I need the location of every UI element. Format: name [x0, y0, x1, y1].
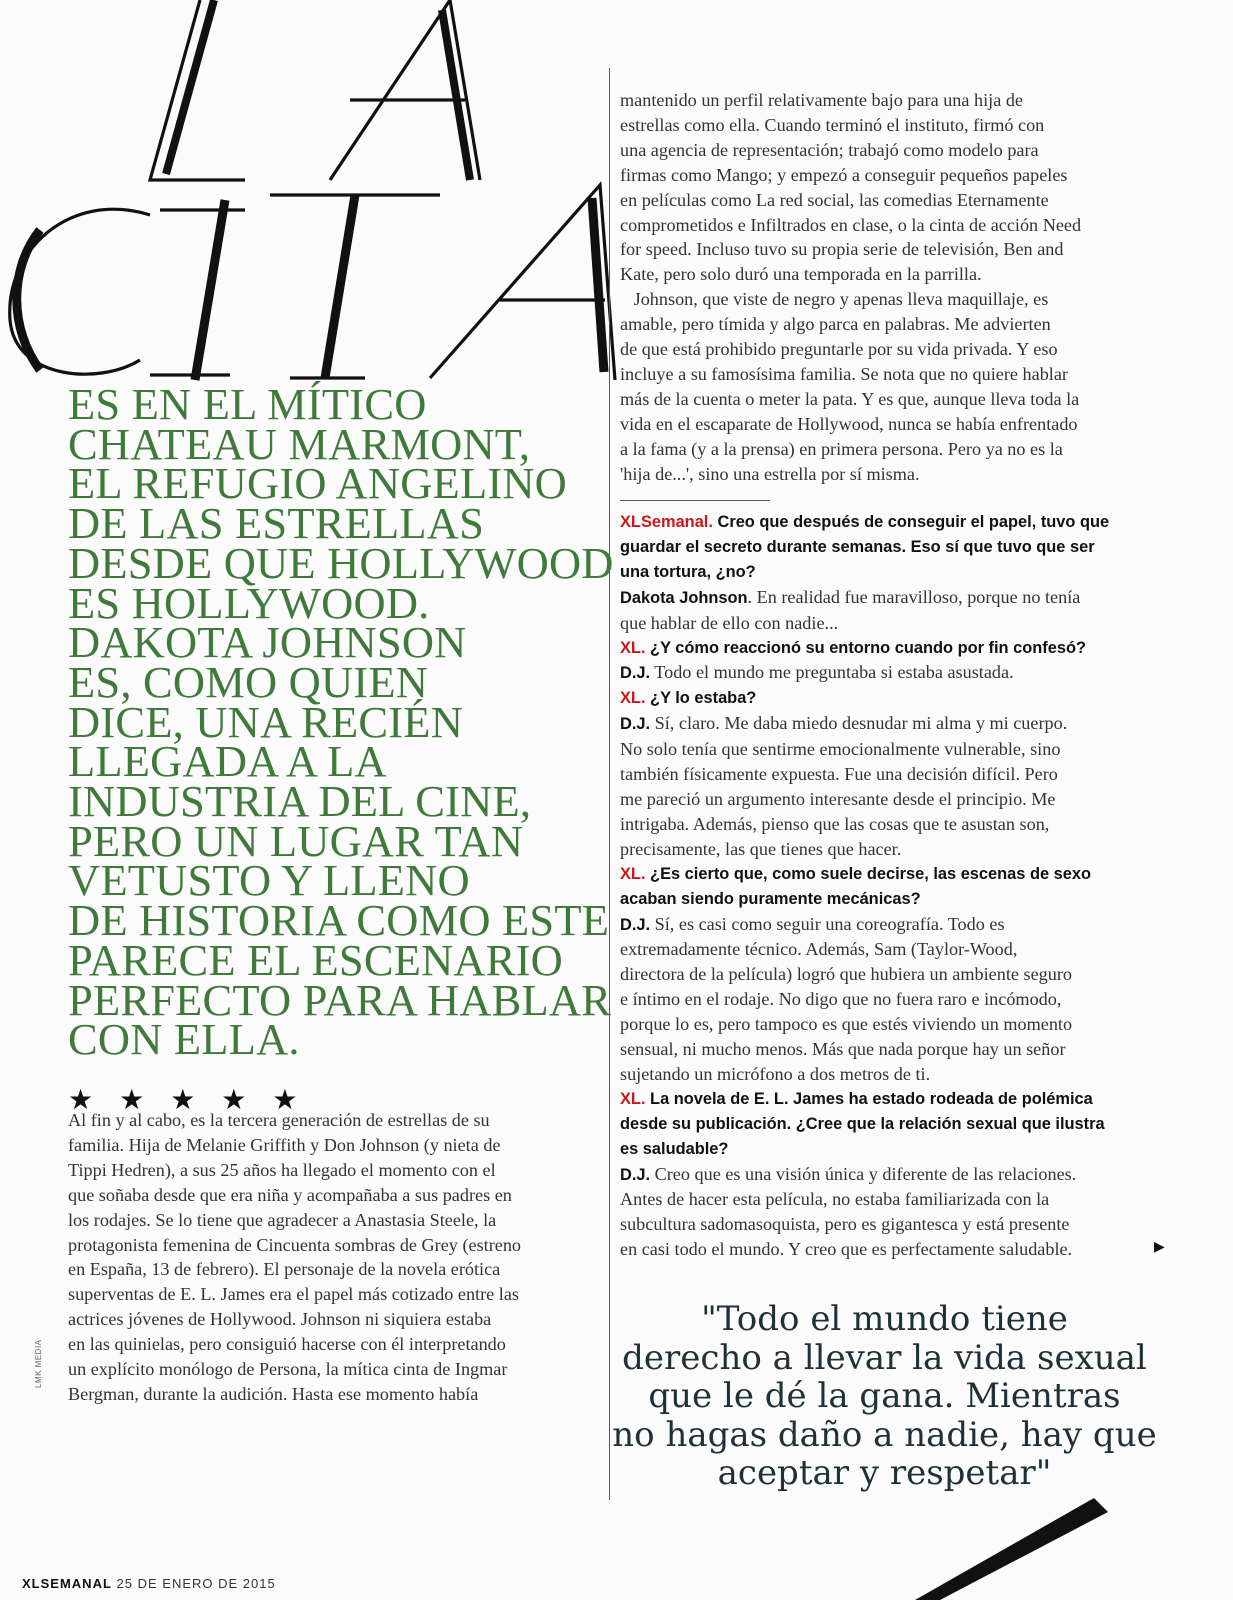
- answer-line: sensual, ni mucho menos. Más que nada porque hay un señor: [620, 1039, 1066, 1060]
- question-tag: XL.: [620, 1089, 646, 1108]
- answer-line: Antes de hacer esta película, no estaba familiarizada con la: [620, 1189, 1050, 1210]
- lede-line: ES, COMO QUIEN: [68, 656, 429, 707]
- body-text-left: [68, 1108, 608, 1407]
- question-line: una tortura, ¿no?: [620, 562, 756, 581]
- answer-line: intrigaba. Además, pienso que las cosas que te asustan son,: [620, 813, 1050, 834]
- answer-line: subcultura sadomasoquista, pero es gigantesca y está presente: [620, 1214, 1070, 1235]
- body-line: actrices jóvenes de Hollywood. Johnson ni siquiera estaba: [68, 1309, 492, 1330]
- answer-line: precisamente, las que tienes que hacer.: [620, 838, 902, 859]
- lede-line: PERFECTO PARA HABLAR: [68, 974, 612, 1025]
- answer-text: Creo que es una visión única y diferente de las relaciones.: [650, 1163, 1077, 1184]
- interview-qa: [620, 510, 1160, 1262]
- answer-speaker: D.J.: [620, 1165, 651, 1184]
- answer-speaker: D.J.: [620, 715, 651, 734]
- answer-speaker: D.J.: [620, 664, 651, 683]
- footer-date: 25 DE ENERO DE 2015: [116, 1576, 276, 1591]
- body-line: Tippi Hedren), a sus 25 años ha llegado el momento con el: [68, 1159, 496, 1180]
- question-text: La novela de E. L. James ha estado rodeada de polémica: [645, 1089, 1093, 1108]
- footer-brand-xl: XL: [22, 1576, 41, 1591]
- lede-line: PERO UN LUGAR TAN: [68, 815, 524, 866]
- lede-line: CHATEAU MARMONT,: [68, 418, 531, 469]
- body-line: en España, 13 de febrero). El personaje de la novela erótica: [68, 1259, 501, 1280]
- question-tag: XLSemanal.: [620, 513, 713, 531]
- body-line: que soñaba desde que era niña y acompañaba a sus padres en: [68, 1184, 512, 1205]
- lede-line: ES HOLLYWOOD.: [68, 577, 430, 628]
- answer: [620, 1162, 1160, 1188]
- body-line: mantenido un perfil relativamente bajo para una hija de: [620, 90, 1023, 110]
- body-line: vida en el escaparate de Hollywood, nunca se había enfrentado: [620, 413, 1078, 434]
- body-line: de que está prohibido preguntarle por su vida privada. Y eso: [620, 339, 1058, 360]
- answer-speaker: D.J.: [620, 915, 651, 934]
- question-text: Creo que después de conseguir el papel, tuvo que: [712, 513, 1110, 531]
- answer-text: Sí, claro. Me daba miedo desnudar mi alma y mi cuerpo.: [650, 713, 1068, 734]
- answer-line: porque lo es, pero tampoco es que estés viviendo un momento: [620, 1014, 1073, 1035]
- lede-line: EL REFUGIO ANGELINO: [68, 458, 568, 509]
- question: [620, 862, 1160, 887]
- answer-text: Todo el mundo me preguntaba si estaba asustada.: [650, 662, 1014, 683]
- answer-line: extremadamente técnico. Además, Sam (Taylor-Wood,: [620, 939, 1018, 960]
- body-line: for speed. Incluso tuvo su propia serie de televisión, Ben and: [620, 239, 1064, 260]
- page-footer: [22, 1576, 276, 1591]
- lede-line: CON ELLA.: [68, 1014, 300, 1065]
- body-line: Al fin y al cabo, es la tercera generación de estrellas de su: [68, 1110, 490, 1130]
- answer-line: e íntimo en el rodaje. No digo que no fuera raro e incómodo,: [620, 989, 1062, 1010]
- answer-speaker: Dakota Johnson: [620, 588, 748, 607]
- pull-quote-line: derecho a llevar la vida sexual: [622, 1337, 1147, 1378]
- lede-line: DE HISTORIA COMO ESTE: [68, 895, 610, 946]
- question: [620, 686, 1160, 711]
- body-line: amable, pero tímida y algo parca en palabras. Me advierten: [620, 314, 1051, 335]
- answer-line: sujetando un micrófono a dos metros de ti.: [620, 1063, 931, 1084]
- answer-text: . En realidad fue maravilloso, porque no tenía: [747, 586, 1081, 607]
- lede-line: DICE, UNA RECIÉN: [68, 696, 464, 747]
- question-text: ¿Y cómo reaccionó su entorno cuando por fin confesó?: [645, 638, 1086, 657]
- pull-quote: [612, 1300, 1157, 1493]
- pull-quote-line: que le dé la gana. Mientras: [648, 1376, 1121, 1416]
- body-line: una agencia de representación; trabajó como modelo para: [620, 139, 1039, 160]
- question-text: ¿Y lo estaba?: [645, 689, 757, 708]
- question-tag: XL.: [620, 689, 646, 708]
- lede-line: DE LAS ESTRELLAS: [68, 498, 485, 549]
- question: [620, 636, 1160, 661]
- lede: [68, 379, 614, 1065]
- body-line: Kate, pero solo duró una temporada en la parrilla.: [620, 264, 982, 285]
- body-line: 'hija de...', sino una estrella por sí misma.: [620, 463, 920, 484]
- body-line: Bergman, durante la audición. Hasta ese momento había: [68, 1383, 479, 1404]
- body-line: incluye a su famosísima familia. Se nota que no quiere hablar: [620, 363, 1068, 384]
- question: [620, 1087, 1160, 1112]
- body-line: firmas como Mango; y empezó a conseguir pequeños papeles: [620, 164, 1068, 185]
- answer: [620, 711, 1160, 737]
- body-line: Johnson, que viste de negro y apenas lleva maquillaje, es: [620, 289, 1049, 310]
- lede-line: INDUSTRIA DEL CINE,: [68, 776, 532, 827]
- pull-quote-line: aceptar y respetar": [717, 1453, 1052, 1493]
- answer-line: también físicamente expuesta. Fue una decisión difícil. Pero: [620, 764, 1058, 785]
- body-line: superventas de E. L. James era el papel más cotizado entre las: [68, 1284, 519, 1305]
- question-line: acaban siendo puramente mecánicas?: [620, 889, 921, 908]
- footer-brand: [22, 1576, 112, 1591]
- pull-quote-line: no hagas daño a nadie, hay que: [612, 1414, 1157, 1455]
- section-rule: [620, 500, 770, 501]
- body-line: en películas como La red social, las comedias Eternamente: [620, 189, 1049, 210]
- end-mark-icon: ▶: [1154, 1239, 1165, 1255]
- answer: [620, 660, 1160, 686]
- question-tag: XL.: [620, 638, 646, 657]
- question-line: guardar el secreto durante semanas. Eso sí que tuvo que ser: [620, 537, 1095, 556]
- footer-brand-rest: SEMANAL: [40, 1576, 112, 1591]
- lede-line: LLEGADA A LA: [68, 736, 387, 787]
- body-line: un explícito monólogo de Persona, la mítica cinta de Ingmar: [68, 1359, 508, 1380]
- body-line: comprometidos e Infiltrados en clase, o la cinta de acción Need: [620, 214, 1082, 235]
- display-title: [0, 0, 640, 395]
- body-line: los rodajes. Se lo tiene que agradecer a Anastasia Steele, la: [68, 1209, 497, 1230]
- answer: [620, 585, 1160, 611]
- photo-credit: LMK MEDIA: [34, 1339, 43, 1388]
- lede-line: ES EN EL MÍTICO: [68, 379, 427, 429]
- question-text: ¿Es cierto que, como suele decirse, las escenas de sexo: [645, 864, 1091, 883]
- lede-line: DAKOTA JOHNSON: [68, 617, 467, 668]
- lede-line: VETUSTO Y LLENO: [68, 855, 470, 906]
- pull-quote-line: "Todo el mundo tiene: [701, 1299, 1068, 1339]
- answer-line: directora de la película) logró que hubiera un ambiente seguro: [620, 964, 1072, 985]
- body-line: protagonista femenina de Cincuenta sombras de Grey (estreno: [68, 1234, 522, 1255]
- body-line: estrellas como ella. Cuando terminó el instituto, firmó con: [620, 114, 1045, 135]
- answer-line: No solo tenía que sentirme emocionalmente vulnerable, sino: [620, 739, 1061, 760]
- star-separator: ★★★★★: [68, 1083, 324, 1116]
- body-line: a la fama (y a la prensa) en primera persona. Pero ya no es la: [620, 438, 1063, 459]
- answer-line: en casi todo el mundo. Y creo que es perfectamente saludable.: [620, 1239, 1073, 1260]
- body-line: más de la cuenta o meter la pata. Y es que, aunque lleva toda la: [620, 388, 1080, 409]
- lede-line: PARECE EL ESCENARIO: [68, 934, 563, 985]
- answer-line: me pareció un argumento interesante desde el principio. Me: [620, 788, 1056, 809]
- answer-text: Sí, es casi como seguir una coreografía. Todo es: [650, 913, 1005, 934]
- body-text-right: [620, 88, 1160, 487]
- question-tag: XL.: [620, 864, 646, 883]
- answer: [620, 912, 1160, 938]
- body-line: familia. Hija de Melanie Griffith y Don Johnson (y nieta de: [68, 1134, 501, 1155]
- question-line: es saludable?: [620, 1139, 729, 1158]
- lede-line: DESDE QUE HOLLYWOOD: [68, 537, 614, 588]
- body-line: en las quinielas, pero consiguió hacerse con él interpretando: [68, 1334, 506, 1355]
- question-line: desde su publicación. ¿Cree que la relación sexual que ilustra: [620, 1114, 1105, 1133]
- answer-line: que hablar de ello con nadie...: [620, 612, 839, 633]
- question: [620, 510, 1160, 535]
